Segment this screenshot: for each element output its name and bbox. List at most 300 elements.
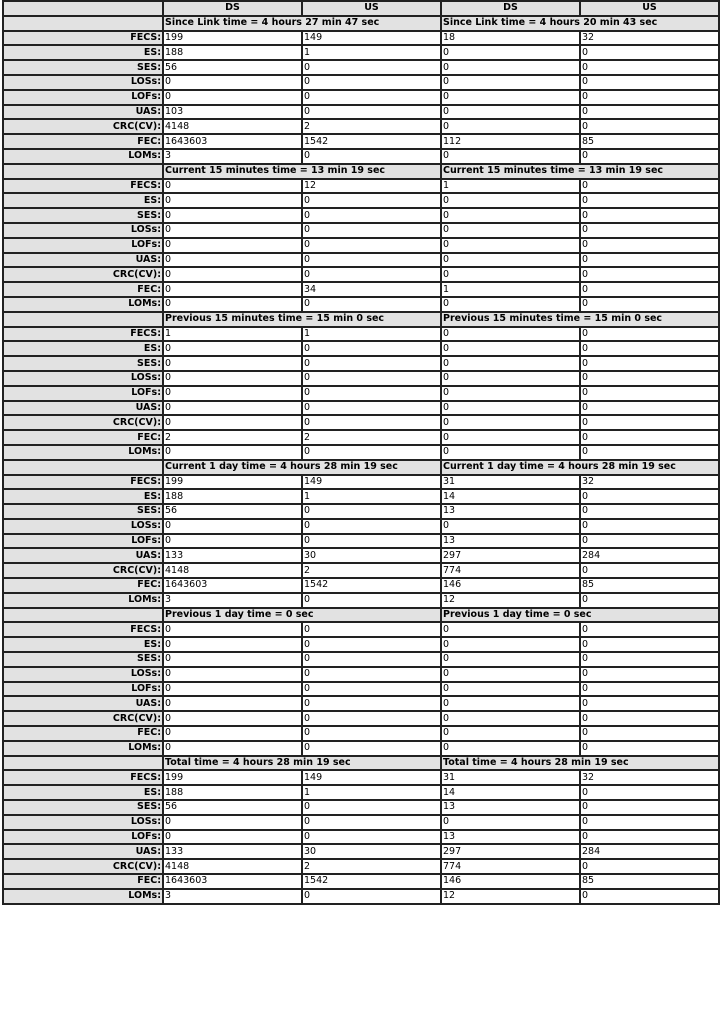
section-label-cell xyxy=(3,460,163,475)
table-row xyxy=(3,844,719,859)
table-row xyxy=(3,652,719,667)
metric-value: 0 xyxy=(163,830,302,845)
metric-value: 103 xyxy=(163,105,302,120)
table-row xyxy=(3,297,719,312)
metric-value: 0 xyxy=(163,682,302,697)
metric-value: 0 xyxy=(580,430,719,445)
metric-value: 0 xyxy=(302,682,441,697)
metric-value: 0 xyxy=(580,563,719,578)
metric-value: 0 xyxy=(163,341,302,356)
metric-value: 0 xyxy=(163,741,302,756)
metric-value: 0 xyxy=(580,830,719,845)
metric-value: 149 xyxy=(302,31,441,46)
metric-label: LOSs: xyxy=(3,223,163,238)
metric-value: 0 xyxy=(302,741,441,756)
metric-label: ES: xyxy=(3,489,163,504)
metric-value: 0 xyxy=(441,105,580,120)
metric-value: 0 xyxy=(441,297,580,312)
metric-value: 0 xyxy=(580,859,719,874)
table-row xyxy=(3,415,719,430)
metric-value: 0 xyxy=(580,386,719,401)
metric-value: 0 xyxy=(441,741,580,756)
table-row xyxy=(3,238,719,253)
table-row xyxy=(3,874,719,889)
table-row xyxy=(3,386,719,401)
metric-value: 0 xyxy=(580,356,719,371)
metric-label: FEC: xyxy=(3,874,163,889)
metric-value: 34 xyxy=(302,282,441,297)
metric-value: 0 xyxy=(580,889,719,904)
metric-value: 0 xyxy=(302,445,441,460)
metric-value: 56 xyxy=(163,504,302,519)
metric-label: FECS: xyxy=(3,622,163,637)
metric-value: 0 xyxy=(302,711,441,726)
metric-label: SES: xyxy=(3,652,163,667)
metric-value: 149 xyxy=(302,770,441,785)
metric-value: 2 xyxy=(302,119,441,134)
metric-value: 0 xyxy=(580,534,719,549)
metric-label: LOMs: xyxy=(3,741,163,756)
metric-value: 0 xyxy=(580,667,719,682)
metric-value: 0 xyxy=(580,371,719,386)
metric-value: 4148 xyxy=(163,563,302,578)
metric-label: CRC(CV): xyxy=(3,711,163,726)
metric-value: 0 xyxy=(580,711,719,726)
metric-value: 0 xyxy=(163,445,302,460)
metric-value: 0 xyxy=(163,356,302,371)
metric-value: 1542 xyxy=(302,874,441,889)
metric-value: 112 xyxy=(441,134,580,149)
metric-value: 0 xyxy=(580,179,719,194)
metric-label: LOSs: xyxy=(3,371,163,386)
section-label-cell xyxy=(3,164,163,179)
metric-value: 0 xyxy=(441,119,580,134)
table-row xyxy=(3,815,719,830)
section-title-ds-us-a: Current 1 day time = 4 hours 28 min 19 sec xyxy=(163,460,441,475)
metric-label: CRC(CV): xyxy=(3,119,163,134)
section-title-ds-us-a: Current 15 minutes time = 13 min 19 sec xyxy=(163,164,441,179)
metric-value: 149 xyxy=(302,475,441,490)
metric-value: 13 xyxy=(441,504,580,519)
metric-label: LOMs: xyxy=(3,593,163,608)
metric-label: ES: xyxy=(3,193,163,208)
metric-value: 0 xyxy=(580,593,719,608)
metric-value: 0 xyxy=(302,60,441,75)
metric-value: 188 xyxy=(163,489,302,504)
metric-label: LOFs: xyxy=(3,238,163,253)
metric-value: 0 xyxy=(441,371,580,386)
metric-value: 0 xyxy=(441,267,580,282)
table-row xyxy=(3,371,719,386)
metric-value: 0 xyxy=(441,401,580,416)
metric-value: 146 xyxy=(441,874,580,889)
metric-label: LOSs: xyxy=(3,815,163,830)
metric-value: 32 xyxy=(580,770,719,785)
column-header-row xyxy=(3,1,719,16)
metric-value: 133 xyxy=(163,548,302,563)
section-title-ds-us-b: Current 15 minutes time = 13 min 19 sec xyxy=(441,164,719,179)
metric-label: UAS: xyxy=(3,105,163,120)
table-row xyxy=(3,859,719,874)
metric-label: CRC(CV): xyxy=(3,859,163,874)
metric-value: 0 xyxy=(441,667,580,682)
metric-value: 0 xyxy=(580,489,719,504)
metric-value: 0 xyxy=(163,519,302,534)
metric-value: 0 xyxy=(302,800,441,815)
metric-label: SES: xyxy=(3,800,163,815)
metric-value: 0 xyxy=(302,356,441,371)
metric-value: 0 xyxy=(163,815,302,830)
section-title-ds-us-b: Current 1 day time = 4 hours 28 min 19 sec xyxy=(441,460,719,475)
metric-value: 0 xyxy=(302,297,441,312)
metric-label: LOFs: xyxy=(3,830,163,845)
metric-value: 0 xyxy=(163,193,302,208)
metric-value: 1 xyxy=(163,327,302,342)
metric-value: 0 xyxy=(441,60,580,75)
metric-label: UAS: xyxy=(3,844,163,859)
metric-label: FECS: xyxy=(3,179,163,194)
section-title-ds-us-a: Since Link time = 4 hours 27 min 47 sec xyxy=(163,16,441,31)
metric-label: CRC(CV): xyxy=(3,415,163,430)
metric-value: 0 xyxy=(163,401,302,416)
section-header-row xyxy=(3,608,719,623)
metric-label: FEC: xyxy=(3,430,163,445)
metric-value: 0 xyxy=(441,238,580,253)
metric-value: 0 xyxy=(441,193,580,208)
metric-value: 0 xyxy=(302,341,441,356)
metric-value: 188 xyxy=(163,45,302,60)
metric-value: 774 xyxy=(441,859,580,874)
metric-value: 0 xyxy=(441,430,580,445)
metric-value: 0 xyxy=(441,519,580,534)
section-title-ds-us-a: Previous 1 day time = 0 sec xyxy=(163,608,441,623)
metric-label: UAS: xyxy=(3,401,163,416)
metric-value: 188 xyxy=(163,785,302,800)
section-header-row xyxy=(3,756,719,771)
metric-value: 0 xyxy=(302,149,441,164)
table-row xyxy=(3,31,719,46)
metric-value: 14 xyxy=(441,785,580,800)
table-row xyxy=(3,726,719,741)
metric-value: 0 xyxy=(302,534,441,549)
metric-value: 4148 xyxy=(163,119,302,134)
metric-label: UAS: xyxy=(3,696,163,711)
metric-value: 0 xyxy=(302,889,441,904)
metric-value: 0 xyxy=(302,667,441,682)
metric-value: 0 xyxy=(580,652,719,667)
metric-label: FECS: xyxy=(3,327,163,342)
metric-value: 0 xyxy=(163,371,302,386)
metric-value: 297 xyxy=(441,548,580,563)
metric-value: 0 xyxy=(163,297,302,312)
metric-value: 0 xyxy=(441,253,580,268)
metric-value: 2 xyxy=(302,563,441,578)
metric-value: 0 xyxy=(580,327,719,342)
metric-label: FECS: xyxy=(3,770,163,785)
table-row xyxy=(3,356,719,371)
metric-value: 0 xyxy=(302,815,441,830)
column-header-us: US xyxy=(580,1,719,16)
line-statistics-table xyxy=(2,0,720,905)
metric-value: 0 xyxy=(302,223,441,238)
table-row xyxy=(3,534,719,549)
table-row xyxy=(3,445,719,460)
metric-value: 0 xyxy=(441,652,580,667)
section-title-ds-us-b: Previous 1 day time = 0 sec xyxy=(441,608,719,623)
section-title-ds-us-a: Previous 15 minutes time = 15 min 0 sec xyxy=(163,312,441,327)
table-row xyxy=(3,770,719,785)
section-header-row xyxy=(3,460,719,475)
metric-value: 0 xyxy=(302,519,441,534)
metric-value: 1643603 xyxy=(163,134,302,149)
metric-label: LOFs: xyxy=(3,682,163,697)
metric-value: 0 xyxy=(441,386,580,401)
metric-label: SES: xyxy=(3,60,163,75)
table-row xyxy=(3,800,719,815)
metric-value: 0 xyxy=(163,652,302,667)
metric-value: 0 xyxy=(441,682,580,697)
metric-value: 0 xyxy=(163,711,302,726)
metric-value: 12 xyxy=(302,179,441,194)
metric-value: 0 xyxy=(302,696,441,711)
section-title-ds-us-b: Previous 15 minutes time = 15 min 0 sec xyxy=(441,312,719,327)
metric-value: 1542 xyxy=(302,578,441,593)
metric-value: 3 xyxy=(163,593,302,608)
metric-label: SES: xyxy=(3,208,163,223)
metric-value: 0 xyxy=(163,208,302,223)
metric-value: 199 xyxy=(163,475,302,490)
metric-value: 0 xyxy=(441,622,580,637)
metric-value: 4148 xyxy=(163,859,302,874)
metric-label: UAS: xyxy=(3,253,163,268)
metric-value: 0 xyxy=(163,267,302,282)
metric-value: 12 xyxy=(441,889,580,904)
metric-label: FEC: xyxy=(3,134,163,149)
metric-value: 1 xyxy=(302,327,441,342)
metric-value: 30 xyxy=(302,844,441,859)
metric-label: FEC: xyxy=(3,726,163,741)
metric-value: 284 xyxy=(580,548,719,563)
table-row xyxy=(3,593,719,608)
metric-value: 0 xyxy=(163,253,302,268)
metric-value: 0 xyxy=(580,208,719,223)
metric-label: LOMs: xyxy=(3,445,163,460)
column-header-ds: DS xyxy=(163,1,302,16)
metric-label: LOMs: xyxy=(3,889,163,904)
metric-value: 1 xyxy=(302,45,441,60)
metric-value: 0 xyxy=(441,149,580,164)
metric-value: 0 xyxy=(163,622,302,637)
metric-value: 0 xyxy=(580,119,719,134)
metric-value: 0 xyxy=(163,637,302,652)
metric-value: 1 xyxy=(302,489,441,504)
metric-value: 0 xyxy=(302,371,441,386)
metric-value: 0 xyxy=(302,238,441,253)
metric-value: 85 xyxy=(580,134,719,149)
table-row xyxy=(3,682,719,697)
metric-value: 0 xyxy=(163,179,302,194)
table-row xyxy=(3,830,719,845)
metric-value: 3 xyxy=(163,149,302,164)
table-row xyxy=(3,193,719,208)
metric-value: 31 xyxy=(441,770,580,785)
metric-value: 0 xyxy=(163,726,302,741)
metric-value: 0 xyxy=(580,223,719,238)
table-row xyxy=(3,475,719,490)
metric-value: 0 xyxy=(302,105,441,120)
metric-value: 0 xyxy=(580,682,719,697)
table-row xyxy=(3,341,719,356)
metric-label: LOMs: xyxy=(3,149,163,164)
section-label-cell xyxy=(3,16,163,31)
table-row xyxy=(3,548,719,563)
metric-value: 0 xyxy=(163,415,302,430)
metric-value: 0 xyxy=(302,415,441,430)
section-label-cell xyxy=(3,312,163,327)
table-row xyxy=(3,253,719,268)
metric-label: FECS: xyxy=(3,31,163,46)
metric-value: 0 xyxy=(302,593,441,608)
table-row xyxy=(3,223,719,238)
metric-value: 0 xyxy=(580,45,719,60)
metric-label: LOSs: xyxy=(3,519,163,534)
metric-value: 85 xyxy=(580,874,719,889)
metric-value: 0 xyxy=(580,696,719,711)
metric-value: 0 xyxy=(441,327,580,342)
metric-value: 0 xyxy=(302,726,441,741)
metric-value: 0 xyxy=(580,401,719,416)
metric-label: LOFs: xyxy=(3,90,163,105)
metric-label: SES: xyxy=(3,504,163,519)
metric-value: 30 xyxy=(302,548,441,563)
column-header-us: US xyxy=(302,1,441,16)
metric-value: 0 xyxy=(441,208,580,223)
metric-value: 0 xyxy=(302,267,441,282)
metric-value: 0 xyxy=(163,90,302,105)
metric-value: 0 xyxy=(302,193,441,208)
table-row xyxy=(3,75,719,90)
metric-value: 1 xyxy=(302,785,441,800)
metric-value: 0 xyxy=(302,386,441,401)
metric-label: CRC(CV): xyxy=(3,563,163,578)
metric-value: 0 xyxy=(580,741,719,756)
table-row xyxy=(3,889,719,904)
metric-value: 0 xyxy=(163,696,302,711)
table-row xyxy=(3,711,719,726)
metric-value: 0 xyxy=(580,75,719,90)
metric-label: UAS: xyxy=(3,548,163,563)
table-row xyxy=(3,90,719,105)
metric-value: 0 xyxy=(163,534,302,549)
metric-value: 0 xyxy=(580,267,719,282)
metric-value: 0 xyxy=(580,149,719,164)
metric-value: 199 xyxy=(163,31,302,46)
table-row xyxy=(3,149,719,164)
table-row xyxy=(3,696,719,711)
metric-value: 31 xyxy=(441,475,580,490)
metric-value: 0 xyxy=(580,238,719,253)
metric-value: 0 xyxy=(580,60,719,75)
metric-value: 0 xyxy=(580,282,719,297)
metric-value: 0 xyxy=(302,401,441,416)
metric-value: 199 xyxy=(163,770,302,785)
metric-value: 1643603 xyxy=(163,578,302,593)
metric-value: 0 xyxy=(580,519,719,534)
metric-label: SES: xyxy=(3,356,163,371)
metric-value: 0 xyxy=(163,223,302,238)
table-row xyxy=(3,401,719,416)
section-title-ds-us-b: Since Link time = 4 hours 20 min 43 sec xyxy=(441,16,719,31)
metric-value: 13 xyxy=(441,534,580,549)
metric-value: 0 xyxy=(580,726,719,741)
metric-value: 32 xyxy=(580,475,719,490)
table-row xyxy=(3,504,719,519)
metric-value: 297 xyxy=(441,844,580,859)
metric-value: 0 xyxy=(302,504,441,519)
table-row xyxy=(3,563,719,578)
table-row xyxy=(3,282,719,297)
metric-label: ES: xyxy=(3,341,163,356)
metric-value: 0 xyxy=(441,341,580,356)
metric-value: 0 xyxy=(580,504,719,519)
table-row xyxy=(3,489,719,504)
metric-value: 774 xyxy=(441,563,580,578)
metric-value: 0 xyxy=(580,445,719,460)
metric-label: ES: xyxy=(3,785,163,800)
metric-label: CRC(CV): xyxy=(3,267,163,282)
table-row xyxy=(3,622,719,637)
metric-value: 1542 xyxy=(302,134,441,149)
metric-value: 1643603 xyxy=(163,874,302,889)
metric-value: 0 xyxy=(441,637,580,652)
metric-value: 0 xyxy=(580,341,719,356)
metric-label: LOMs: xyxy=(3,297,163,312)
table-row xyxy=(3,519,719,534)
metric-value: 0 xyxy=(441,711,580,726)
metric-value: 0 xyxy=(302,652,441,667)
metric-value: 146 xyxy=(441,578,580,593)
metric-value: 32 xyxy=(580,31,719,46)
metric-value: 0 xyxy=(580,415,719,430)
metric-value: 0 xyxy=(580,193,719,208)
metric-label: ES: xyxy=(3,45,163,60)
metric-label: LOSs: xyxy=(3,75,163,90)
table-row xyxy=(3,134,719,149)
metric-value: 0 xyxy=(580,622,719,637)
metric-value: 85 xyxy=(580,578,719,593)
statistics-body xyxy=(3,16,719,904)
metric-value: 0 xyxy=(163,667,302,682)
table-row xyxy=(3,785,719,800)
metric-value: 13 xyxy=(441,830,580,845)
metric-value: 0 xyxy=(580,90,719,105)
metric-value: 0 xyxy=(580,253,719,268)
metric-value: 0 xyxy=(302,75,441,90)
metric-value: 2 xyxy=(163,430,302,445)
metric-value: 3 xyxy=(163,889,302,904)
section-header-row xyxy=(3,16,719,31)
metric-label: FEC: xyxy=(3,282,163,297)
metric-value: 2 xyxy=(302,430,441,445)
metric-label: LOSs: xyxy=(3,667,163,682)
metric-value: 0 xyxy=(302,253,441,268)
section-header-row xyxy=(3,312,719,327)
section-title-ds-us-b: Total time = 4 hours 28 min 19 sec xyxy=(441,756,719,771)
metric-label: FEC: xyxy=(3,578,163,593)
metric-value: 0 xyxy=(441,815,580,830)
metric-label: LOFs: xyxy=(3,386,163,401)
section-title-ds-us-a: Total time = 4 hours 28 min 19 sec xyxy=(163,756,441,771)
